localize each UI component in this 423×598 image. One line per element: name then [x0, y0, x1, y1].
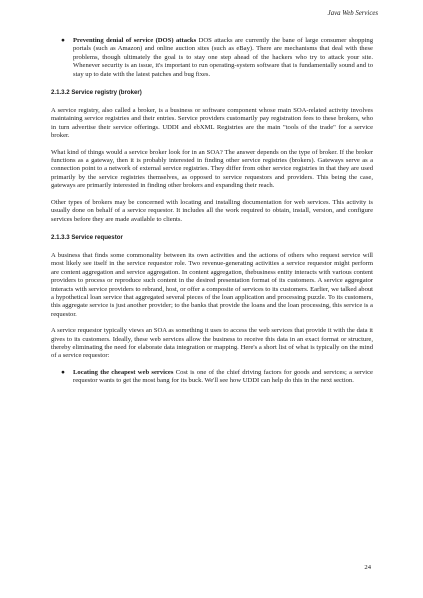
- section-heading-registry: 2.1.3.2 Service registry (broker): [51, 89, 142, 97]
- bullet-lead: Locating the cheapest web services: [73, 368, 174, 376]
- bullet-lead: Preventing denial of service (DOS) attacks: [73, 37, 197, 44]
- bullet-text: DOS attacks are currently the bane of large consumer shopping portals (such as Amazon) and online auction sites (such as eBay). There are mechanisms that deal with these problems, though ultimately the goal is to stay one step ahead of the hackers who try to attack your site. Whenever security is an issue, it's important to run operating-system software that is fundamentally sound and to stay up to date with the latest patches and bug fixes.: [73, 37, 373, 78]
- page-body: [51, 37, 373, 386]
- section-heading-requestor: 2.1.3.3 Service requestor: [51, 233, 123, 241]
- paragraph: A service registry, also called a broker, is a business or software component whose main SOA-related activity involves maintaining service registries and their entries. Service providers customarily pay registration fees to these brokers, who in turn advertise their service offerings. UDDI and ebXML Registries are the main "tools of the trade" for a service broker.: [51, 107, 373, 140]
- page-number: 24: [364, 564, 371, 571]
- bullet-icon: ●: [61, 368, 65, 376]
- bullet-text: Cost is one of the chief driving factors for goods and services; a service requestor wants to get the most bang for its buck. We'll see how UDDI can help do this in the next section.: [73, 368, 373, 385]
- bullet-item: [61, 37, 373, 79]
- paragraph: Other types of brokers may be concerned with locating and installing documentation for web services. This activity is usually done on behalf of a service requestor. It includes all the work required to obtain, install, version, and configure services before they are made available to clients.: [51, 198, 373, 223]
- running-head: Java Web Services: [327, 10, 378, 17]
- paragraph: What kind of things would a service broker look for in an SOA? The answer depends on the type of broker. If the broker functions as a gateway, then it is probably interested in finding other service registries (brokers). Gateways serve as a connection point to a network of external service registries. They differ from other service registries in that they are used primarily by the service registries themselves, as opposed to service requestors and providers. This being the case, gateways are primarily interested in finding other brokers and expanding their reach.: [51, 148, 373, 190]
- paragraph: A business that finds some commonality between its own activities and the actions of others who request service will most likely see itself in the service requestor role. Two revenue-generating activities a service requestor might perform are content aggregation and service aggregation. In content aggregation, thebusiness entity interacts with various content providers to process or reproduce such content in the desired presentation format of its customers. A service aggregator interacts with service providers to rebrand, host, or offer a composite of services to its customers. Earlier, we talked about a hypothetical loan service that aggregated several pieces of the loan application and processing puzzle. To its customers, this aggregate service is just another provider; to the banks that provide the loans and the loan processing, this service is a requestor.: [51, 251, 373, 318]
- paragraph: A service requestor typically views an SOA as something it uses to access the web services that provide it with the data it gives to its customers. Ideally, these web services allow the business to receive this data in an exact format or structure, thereby eliminating the need for elaborate data integration or mapping. Here's a short list of what is typically on the mind of a service requestor:: [51, 327, 373, 360]
- bullet-item: [61, 369, 373, 386]
- bullet-icon: ●: [61, 37, 65, 44]
